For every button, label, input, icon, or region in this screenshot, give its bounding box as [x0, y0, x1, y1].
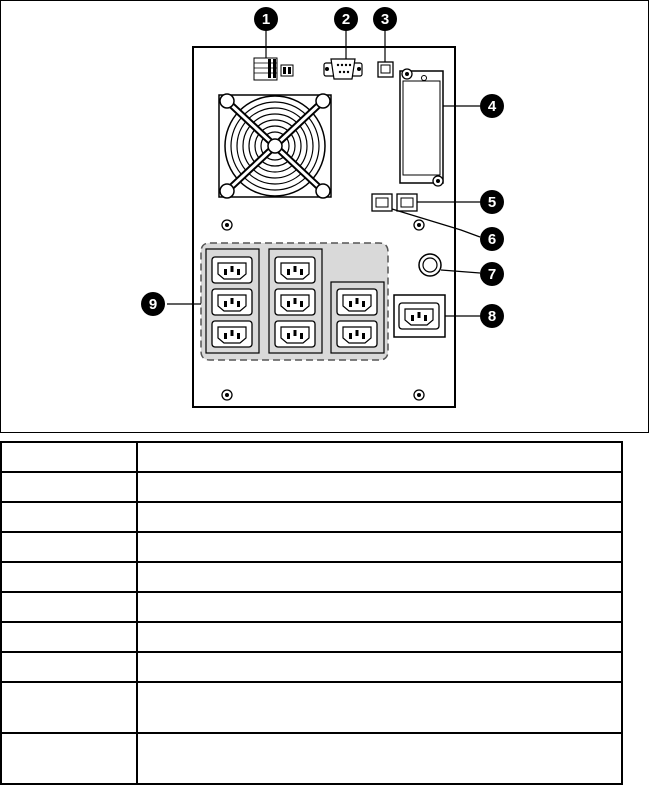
table-cell [1, 502, 137, 532]
svg-text:5: 5 [487, 194, 497, 211]
ups-rear-panel-diagram [1, 1, 650, 434]
table-cell [137, 562, 622, 592]
svg-text:4: 4 [487, 98, 497, 115]
legend-table [0, 441, 623, 785]
table-cell [137, 592, 622, 622]
table-row [1, 472, 622, 502]
table-cell [1, 733, 137, 784]
table-cell [1, 442, 137, 472]
svg-text:2: 2 [341, 11, 351, 28]
table-cell [137, 472, 622, 502]
table-cell [137, 733, 622, 784]
table-row [1, 592, 622, 622]
table-row [1, 733, 622, 784]
callout-6 [480, 227, 504, 251]
callout-7 [480, 262, 504, 286]
table-cell [1, 622, 137, 652]
callout-8 [480, 304, 504, 328]
usb-port [378, 62, 393, 77]
table-cell [137, 682, 622, 733]
table-cell [137, 652, 622, 682]
svg-text:7: 7 [487, 266, 497, 283]
table-row [1, 682, 622, 733]
table-row [1, 652, 622, 682]
table-row [1, 442, 622, 472]
callout-3 [373, 7, 397, 31]
table-cell [137, 532, 622, 562]
table-cell [137, 442, 622, 472]
table-cell [1, 652, 137, 682]
table-cell [1, 472, 137, 502]
table-cell [1, 562, 137, 592]
table-cell [1, 532, 137, 562]
callout-1 [254, 7, 278, 31]
svg-text:8: 8 [487, 308, 497, 325]
svg-text:9: 9 [148, 296, 158, 313]
svg-text:6: 6 [487, 231, 497, 248]
table-cell [137, 622, 622, 652]
svg-text:3: 3 [380, 11, 390, 28]
callout-5 [480, 190, 504, 214]
input-circuit-breaker [419, 254, 441, 276]
table-cell [1, 592, 137, 622]
ac-input-receptacle [394, 295, 445, 337]
option-card-slot [400, 69, 443, 186]
svg-text:1: 1 [261, 11, 271, 28]
callout-2 [334, 7, 358, 31]
callout-9 [141, 292, 165, 316]
table-row [1, 622, 622, 652]
table-cell [137, 502, 622, 532]
cooling-fan [219, 94, 331, 198]
table-row [1, 502, 622, 532]
table-row [1, 532, 622, 562]
table-row [1, 562, 622, 592]
callout-4 [480, 94, 504, 118]
table-cell [1, 682, 137, 733]
